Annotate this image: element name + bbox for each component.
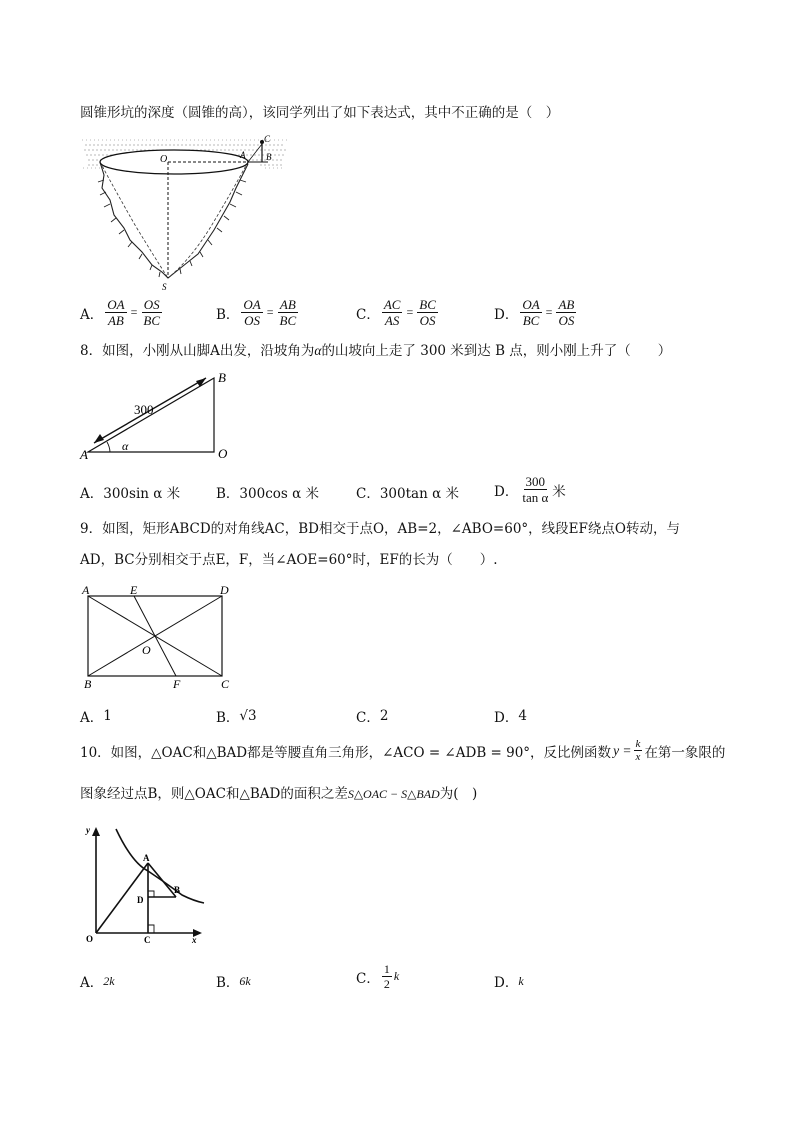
q10-label-D: D (137, 895, 144, 905)
q8-label-B: B (218, 370, 226, 385)
q9-stem-line1: 9．如图，矩形ABCD的对角线AC，BD相交于点O，AB=2，∠ABO=60°，线段EF绕点O转动，与 (80, 521, 680, 537)
q10-label-C: C (144, 935, 151, 945)
q7-label-O: O (160, 154, 168, 165)
q10-stem-line2: 图象经过点B，则△OAC和△BAD的面积之差S△OAC − S△BAD为( ) (80, 786, 478, 802)
q8-stem: 8．如图，小刚从山脚A出发，沿坡角为α的山坡向上走了 300 米到达 B 点，则小刚上升了（ ） (80, 343, 672, 359)
q7-label-B: B (266, 152, 272, 162)
q10-label-x: x (192, 935, 197, 945)
q8-label-300: 300 (134, 402, 154, 417)
q7-option-d[interactable]: D． $\frac{OA}{BC}$ = $\frac{AB}{OS}$ (494, 297, 575, 328)
q9-label-F: F (173, 677, 181, 691)
q9-label-E: E (130, 583, 138, 597)
q8-option-b[interactable]: B． 300cos α 米 (216, 486, 320, 502)
q9-option-a[interactable]: A． 1 (80, 708, 112, 726)
q10-label-y: y (86, 825, 90, 835)
q9-label-D: D (220, 583, 229, 597)
q8-slope-figure (78, 370, 238, 462)
q10-option-a[interactable]: A． 2k (80, 973, 115, 991)
q7-stem: 圆锥形坑的深度（圆锥的高），该同学列出了如下表达式，其中不正确的是（ ） (80, 105, 560, 121)
q7-option-c[interactable]: C． $\frac{AC}{AS}$ = $\frac{BC}{OS}$ (356, 297, 436, 328)
q8-label-alpha: α (122, 439, 129, 453)
q7-label-C: C (264, 134, 271, 144)
q10-option-d[interactable]: D． k (494, 973, 524, 991)
q9-option-b[interactable]: B． √3 (216, 708, 257, 726)
q10-label-A: A (143, 853, 150, 863)
q9-stem-line2: AD，BC分别相交于点E，F，当∠AOE=60°时，EF的长为（ ）. (80, 552, 498, 568)
q8-option-d[interactable]: D． $\frac{300}{\text{tan α}}$ 米 (494, 474, 566, 505)
q10-option-b[interactable]: B． 6k (216, 973, 251, 991)
q9-label-O: O (142, 643, 151, 657)
q8-option-c[interactable]: C． 300tan α 米 (356, 486, 459, 502)
q9-label-A: A (82, 583, 90, 597)
q7-label-S: S (162, 282, 167, 292)
q7-option-b[interactable]: B． $\frac{OA}{OS}$ = $\frac{AB}{BC}$ (216, 297, 297, 328)
q8-label-O: O (218, 446, 228, 461)
q10-graph-figure (82, 825, 207, 945)
q10-stem-line1: 10．如图，△OAC和△BAD都是等腰直角三角形，∠ACO = ∠ADB = 90°，反比例函数 y = $\frac{k}{x}$ 在第一象限的 (80, 738, 726, 763)
q9-option-d[interactable]: D． 4 (494, 708, 527, 726)
q7-option-a[interactable]: A． $\frac{OA}{AB}$ = $\frac{OS}{BC}$ (80, 297, 160, 328)
q9-option-c[interactable]: C． 2 (356, 708, 389, 726)
q9-rectangle-figure (78, 582, 238, 692)
q8-option-a[interactable]: A． 300sin α 米 (80, 486, 181, 502)
q7-cone-figure (80, 130, 290, 290)
q8-label-A: A (80, 447, 88, 462)
q9-label-C: C (221, 677, 230, 691)
q7-label-A: A (240, 150, 246, 160)
q10-label-B: B (174, 885, 181, 895)
q10-option-c[interactable]: C． $\frac{1}{2}$ k (356, 962, 400, 991)
q9-label-B: B (84, 677, 92, 691)
q10-label-O: O (86, 934, 94, 944)
